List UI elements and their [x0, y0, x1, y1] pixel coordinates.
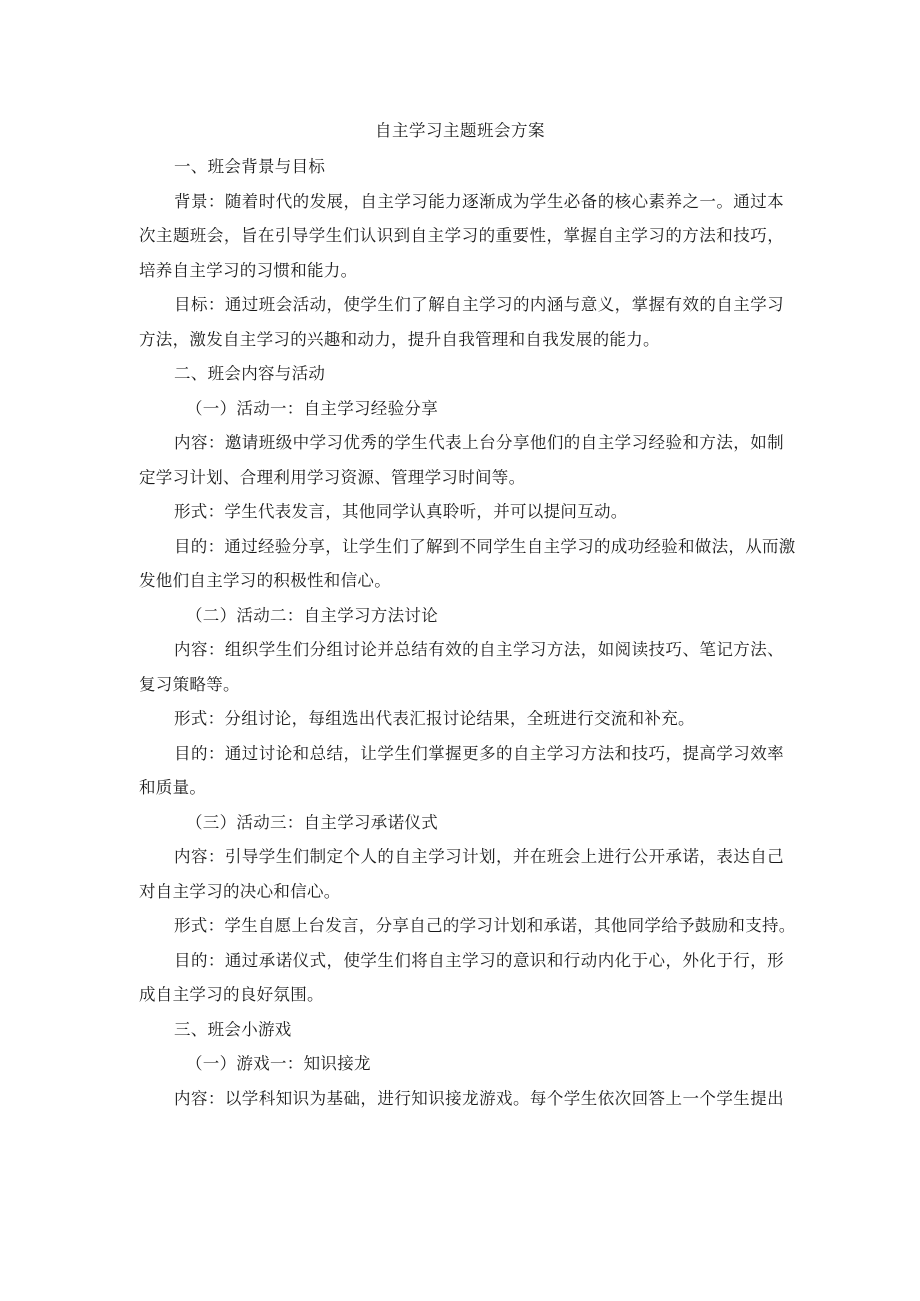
- paragraph-line: 内容：以学科知识为基础，进行知识接龙游戏。每个学生依次回答上一个学生提出: [174, 1088, 784, 1108]
- paragraph-line: 对自主学习的决心和信心。: [139, 881, 341, 901]
- section-heading-3: 三、班会小游戏: [174, 1019, 292, 1039]
- paragraph-line: 形式：学生自愿上台发言，分享自己的学习计划和承诺，其他同学给予鼓励和支持。: [174, 916, 796, 935]
- paragraph-line: 背景：随着时代的发展，自主学习能力逐渐成为学生必备的核心素养之一。通过本: [174, 191, 784, 211]
- paragraph-line: 目的：通过经验分享，让学生们了解到不同学生自主学习的成功经验和做法，从而激: [174, 536, 796, 556]
- paragraph-line: 次主题班会，旨在引导学生们认识到自主学习的重要性，掌握自主学习的方法和技巧，: [139, 226, 784, 245]
- paragraph-line: 形式：学生代表发言，其他同学认真聆听，并可以提问互动。: [174, 502, 628, 521]
- section-heading-2: 二、班会内容与活动: [174, 364, 326, 383]
- subsection-heading: （一）活动一：自主学习经验分享: [186, 398, 438, 418]
- paragraph-line: 目的：通过讨论和总结，让学生们掌握更多的自主学习方法和技巧，提高学习效率: [174, 743, 784, 763]
- paragraph-line: 和质量。: [139, 778, 207, 797]
- section-heading-1: 一、班会背景与目标: [174, 157, 326, 176]
- paragraph-line: 方法，激发自主学习的兴趣和动力，提升自我管理和自我发展的能力。: [139, 329, 660, 349]
- paragraph-line: 目标：通过班会活动，使学生们了解自主学习的内涵与意义，掌握有效的自主学习: [174, 295, 784, 314]
- subsection-heading: （一）游戏一：知识接龙: [186, 1054, 371, 1073]
- paragraph-line: 成自主学习的良好氛围。: [139, 985, 324, 1004]
- subsection-heading: （三）活动三：自主学习承诺仪式: [186, 812, 438, 832]
- paragraph-line: 内容：邀请班级中学习优秀的学生代表上台分享他们的自主学习经验和方法，如制: [174, 433, 784, 452]
- paragraph-line: 形式：分组讨论，每组选出代表汇报讨论结果，全班进行交流和补充。: [174, 709, 695, 728]
- paragraph-line: 目的：通过承诺仪式，使学生们将自主学习的意识和行动内化于心，外化于行，形: [174, 950, 784, 970]
- paragraph-line: 定学习计划、合理利用学习资源、管理学习时间等。: [139, 467, 526, 487]
- paragraph-line: 复习策略等。: [139, 674, 240, 694]
- paragraph-line: 内容：引导学生们制定个人的自主学习计划，并在班会上进行公开承诺，表达自己: [174, 847, 784, 866]
- paragraph-line: 内容：组织学生们分组讨论并总结有效的自主学习方法，如阅读技巧、笔记方法、: [174, 640, 784, 659]
- document-title: 自主学习主题班会方案: [375, 121, 545, 140]
- paragraph-line: 发他们自主学习的积极性和信心。: [139, 571, 391, 590]
- paragraph-line: 培养自主学习的习惯和能力。: [139, 260, 358, 280]
- subsection-heading: （二）活动二：自主学习方法讨论: [186, 605, 438, 625]
- document-body: [139, 155, 796, 1111]
